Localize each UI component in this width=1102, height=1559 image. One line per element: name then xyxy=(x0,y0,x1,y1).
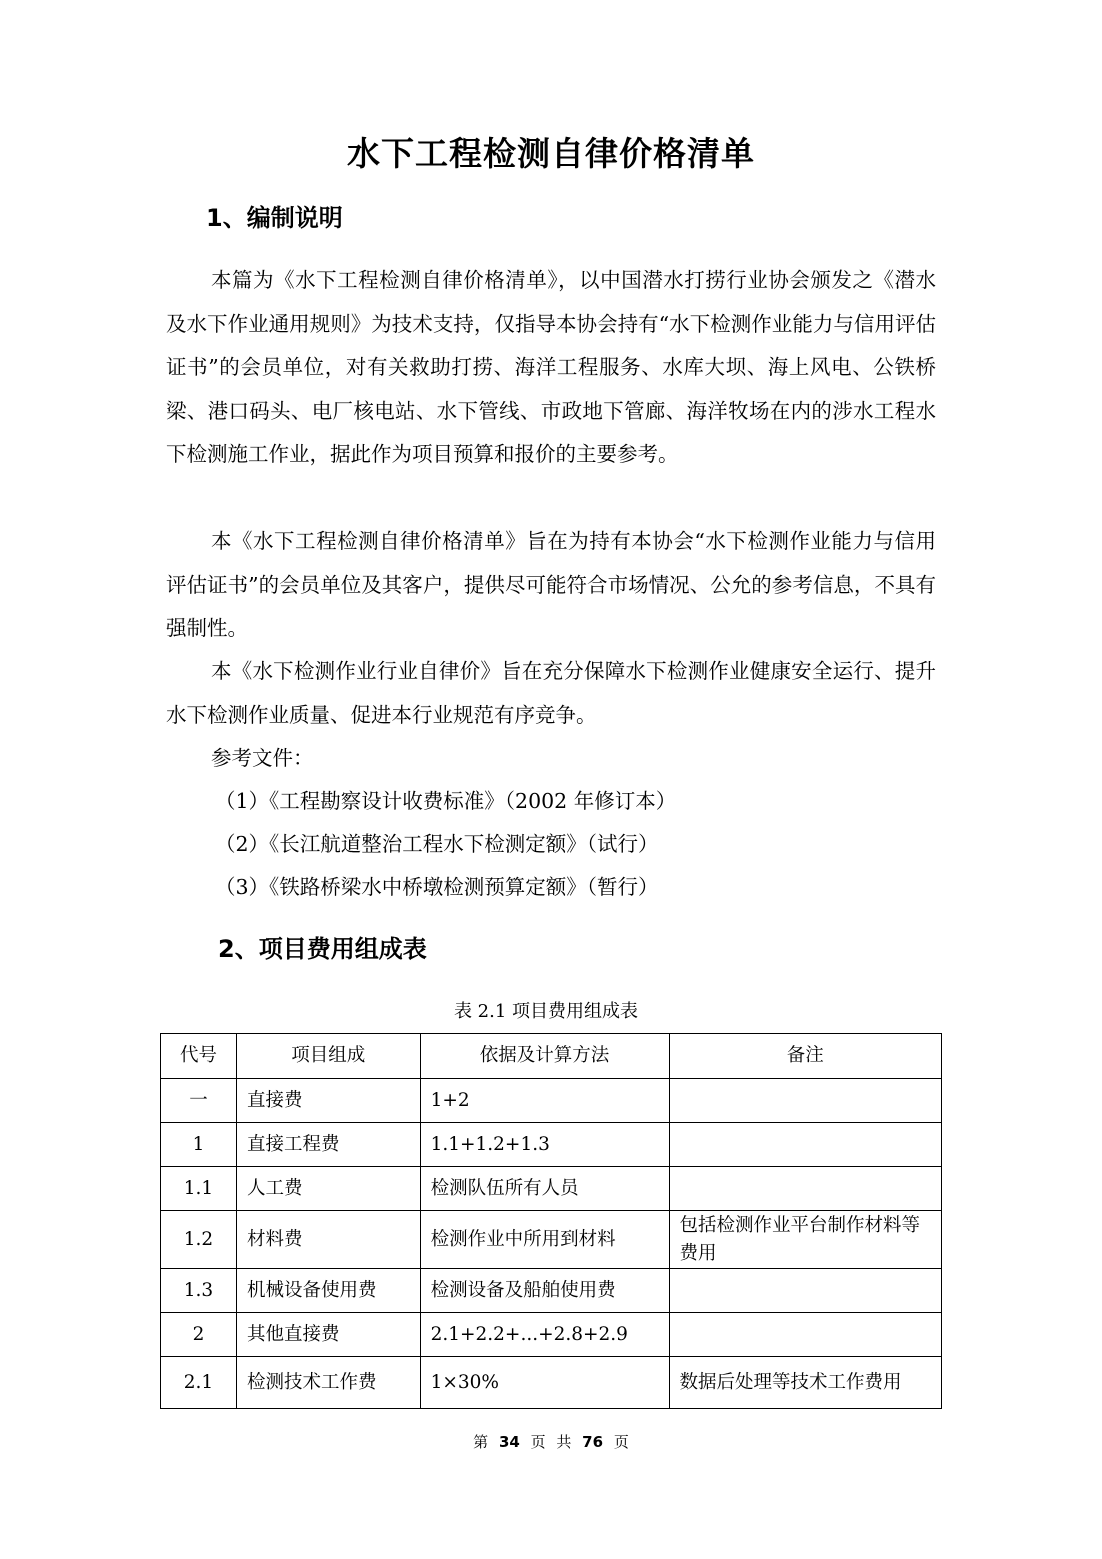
column-header-method: 依据及计算方法 xyxy=(420,1034,669,1079)
paragraph-goal: 本《水下检测作业行业自律价》旨在充分保障水下检测作业健康安全运行、提升水下检测作业质量、促进本行业规范有序竞争。 xyxy=(166,659,936,727)
reference-item: （3）《铁路桥梁水中桥墩检测预算定额》（暂行） xyxy=(215,875,659,899)
cell-item: 机械设备使用费 xyxy=(236,1269,420,1313)
footer-middle: 页 共 xyxy=(530,1433,572,1451)
cell-item: 其他直接费 xyxy=(236,1313,420,1357)
footer-total-pages: 76 xyxy=(582,1433,604,1451)
paragraph-intro: 本篇为《水下工程检测自律价格清单》，以中国潜水打捞行业协会颁发之《潜水及水下作业通用规则》为技术支持，仅指导本协会持有“水下检测作业能力与信用评估证书”的会员单位，对有关救助打捞、海洋工程服务、水库大坝、海上风电、公铁桥梁、港口码头、电厂核电站、水下管线、市政地下管廊、海洋牧场在内的涉水工程水下检测施工作业，据此作为项目预算和报价的主要参考。 xyxy=(166,268,936,466)
column-header-code: 代号 xyxy=(161,1034,237,1079)
cell-method: 2.1+2.2+...+2.8+2.9 xyxy=(420,1313,669,1357)
cell-item: 检测技术工作费 xyxy=(236,1357,420,1409)
cell-method: 检测作业中所用到材料 xyxy=(420,1211,669,1269)
cell-note xyxy=(669,1123,941,1167)
section-2-heading: 2、项目费用组成表 xyxy=(218,935,427,963)
paragraph-purpose: 本《水下工程检测自律价格清单》旨在为持有本协会“水下检测作业能力与信用评估证书”的会员单位及其客户，提供尽可能符合市场情况、公允的参考信息，不具有强制性。 xyxy=(166,529,936,640)
cell-note: 包括检测作业平台制作材料等费用 xyxy=(669,1211,941,1269)
cell-note xyxy=(669,1269,941,1313)
table-caption: 表 2.1 项目费用组成表 xyxy=(453,1001,639,1022)
page-footer xyxy=(0,1429,1102,1455)
cell-method: 1×30% xyxy=(420,1357,669,1409)
table-row xyxy=(161,1123,942,1167)
cell-method: 检测队伍所有人员 xyxy=(420,1167,669,1211)
footer-prefix: 第 xyxy=(473,1433,489,1451)
cell-note xyxy=(669,1167,941,1211)
cell-code: 1 xyxy=(161,1123,237,1167)
table-row xyxy=(161,1079,942,1123)
cell-note: 数据后处理等技术工作费用 xyxy=(669,1357,941,1409)
footer-current-page: 34 xyxy=(498,1433,520,1451)
column-header-item: 项目组成 xyxy=(236,1034,420,1079)
cell-code: 1.3 xyxy=(161,1269,237,1313)
cost-composition-table xyxy=(160,1033,942,1409)
footer-suffix: 页 xyxy=(613,1433,629,1451)
cell-code: 2 xyxy=(161,1313,237,1357)
cell-item: 材料费 xyxy=(236,1211,420,1269)
cell-item: 人工费 xyxy=(236,1167,420,1211)
cell-code: 1.1 xyxy=(161,1167,237,1211)
table-row xyxy=(161,1211,942,1269)
table-header-row xyxy=(161,1034,942,1079)
cell-item: 直接工程费 xyxy=(236,1123,420,1167)
column-header-note: 备注 xyxy=(669,1034,941,1079)
table-row xyxy=(161,1167,942,1211)
table-row xyxy=(161,1357,942,1409)
reference-item: （1）《工程勘察设计收费标准》（2002 年修订本） xyxy=(215,789,677,813)
cell-code: 一 xyxy=(161,1079,237,1123)
cell-method: 1.1+1.2+1.3 xyxy=(420,1123,669,1167)
cell-item: 直接费 xyxy=(236,1079,420,1123)
cell-method: 检测设备及船舶使用费 xyxy=(420,1269,669,1313)
cell-method: 1+2 xyxy=(420,1079,669,1123)
cell-note xyxy=(669,1079,941,1123)
reference-item: （2）《长江航道整治工程水下检测定额》（试行） xyxy=(215,832,659,856)
table-row xyxy=(161,1269,942,1313)
document-title: 水下工程检测自律价格清单 xyxy=(347,134,755,173)
table-row xyxy=(161,1313,942,1357)
cell-note xyxy=(669,1313,941,1357)
paragraph-references-label: 参考文件： xyxy=(211,746,314,770)
cell-code: 1.2 xyxy=(161,1211,237,1269)
cell-code: 2.1 xyxy=(161,1357,237,1409)
section-1-heading: 1、编制说明 xyxy=(206,204,343,232)
